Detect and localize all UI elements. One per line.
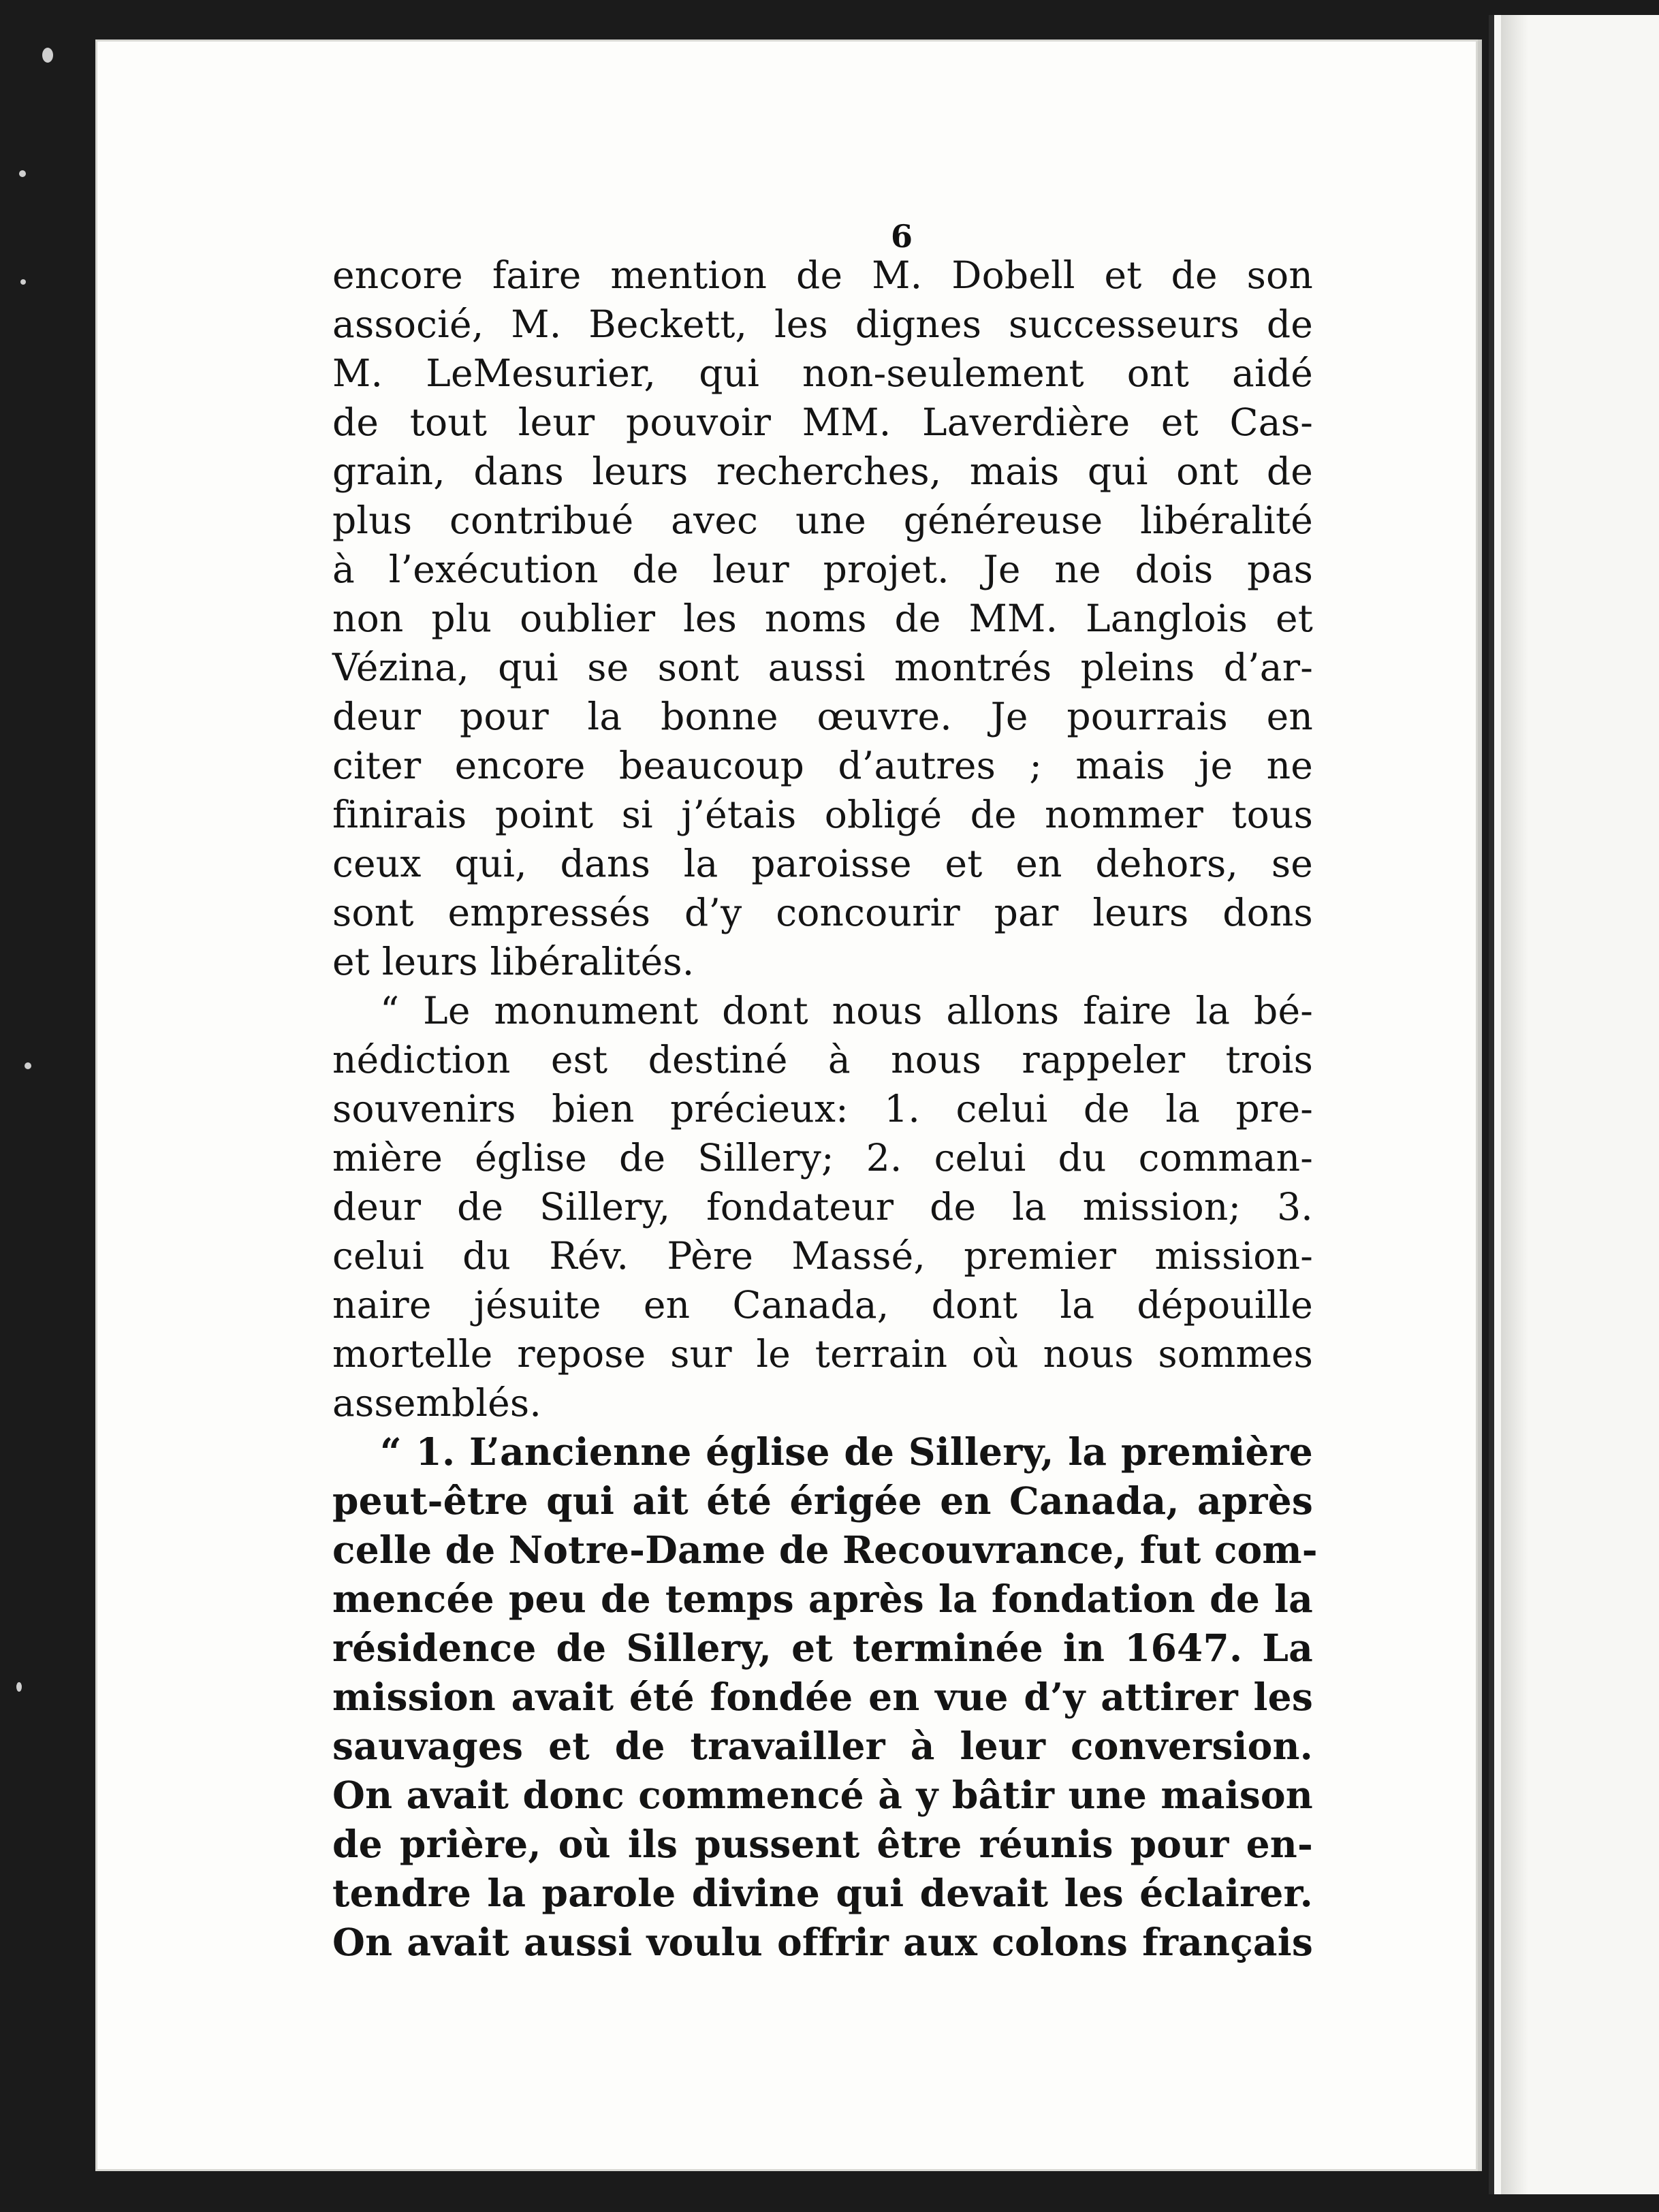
- text-line: celui du Rév. Père Massé, premier mission-: [332, 1234, 1313, 1278]
- text-line: nédiction est destiné à nous rappeler trois: [332, 1038, 1313, 1081]
- binding-speck: [42, 48, 53, 63]
- text-line: plus contribué avec une généreuse libéralité: [332, 499, 1313, 542]
- text-line: de prière, où ils pussent être réunis pour en-: [332, 1822, 1313, 1866]
- adjacent-page-edge: [1489, 15, 1659, 2194]
- text-line: non plu oublier les noms de MM. Langlois et: [332, 597, 1313, 640]
- paragraph-start-line: “ 1. L’ancienne église de Sillery, la première: [380, 1429, 1313, 1474]
- text-line: sont empressés d’y concourir par leurs dons: [332, 891, 1313, 934]
- text-line: encore faire mention de M. Dobell et de son: [332, 253, 1313, 297]
- paragraph-start-line: “ Le monument dont nous allons faire la bé-: [380, 989, 1313, 1032]
- body-text: [332, 251, 1318, 1994]
- text-line: résidence de Sillery, et terminée in 1647. La: [332, 1626, 1313, 1670]
- text-line: ceux qui, dans la paroisse et en dehors, se: [332, 842, 1313, 885]
- text-line: naire jésuite en Canada, dont la dépouille: [332, 1283, 1313, 1327]
- text-line: mortelle repose sur le terrain où nous sommes: [332, 1332, 1313, 1376]
- text-line: et leurs libéralités.: [332, 940, 695, 983]
- text-line: tendre la parole divine qui devait les éclairer.: [332, 1871, 1313, 1915]
- text-line: à l’exécution de leur projet. Je ne dois pas: [332, 548, 1313, 591]
- text-line: grain, dans leurs recherches, mais qui ont de: [332, 449, 1313, 493]
- text-line: assemblés.: [332, 1381, 541, 1425]
- text-line: citer encore beaucoup d’autres ; mais je ne: [332, 744, 1313, 787]
- page-gutter-shadow: [1501, 15, 1528, 2194]
- text-line: souvenirs bien précieux: 1. celui de la pre-: [332, 1087, 1313, 1131]
- text-line: peut-être qui ait été érigée en Canada, après: [332, 1479, 1313, 1523]
- text-line: mière église de Sillery; 2. celui du comman-: [332, 1136, 1313, 1180]
- binding-speck: [20, 279, 26, 285]
- text-line: finirais point si j’étais obligé de nommer tous: [332, 793, 1313, 836]
- text-line: mencée peu de temps après la fondation de la: [332, 1577, 1313, 1621]
- text-line: On avait donc commencé à y bâtir une maison: [332, 1773, 1313, 1817]
- text-line: associé, M. Beckett, les dignes successeurs de: [332, 302, 1313, 346]
- text-line: M. LeMesurier, qui non-seulement ont aidé: [332, 351, 1313, 395]
- text-line: Vézina, qui se sont aussi montrés pleins d’ar-: [332, 646, 1313, 689]
- text-line: de tout leur pouvoir MM. Laverdière et Cas-: [332, 400, 1313, 444]
- text-line: deur pour la bonne œuvre. Je pourrais en: [332, 695, 1313, 738]
- binding-speck: [16, 1682, 22, 1692]
- binding-speck: [25, 1062, 31, 1069]
- text-line: mission avait été fondée en vue d’y attirer les: [332, 1675, 1313, 1719]
- text-line: On avait aussi voulu offrir aux colons français: [332, 1920, 1313, 1964]
- text-line: deur de Sillery, fondateur de la mission; 3.: [332, 1185, 1313, 1229]
- binding-speck: [19, 170, 26, 177]
- text-line: celle de Notre-Dame de Recouvrance, fut com-: [332, 1528, 1318, 1572]
- text-line: sauvages et de travailler à leur conversion.: [332, 1724, 1313, 1768]
- page-number: 6: [891, 218, 913, 255]
